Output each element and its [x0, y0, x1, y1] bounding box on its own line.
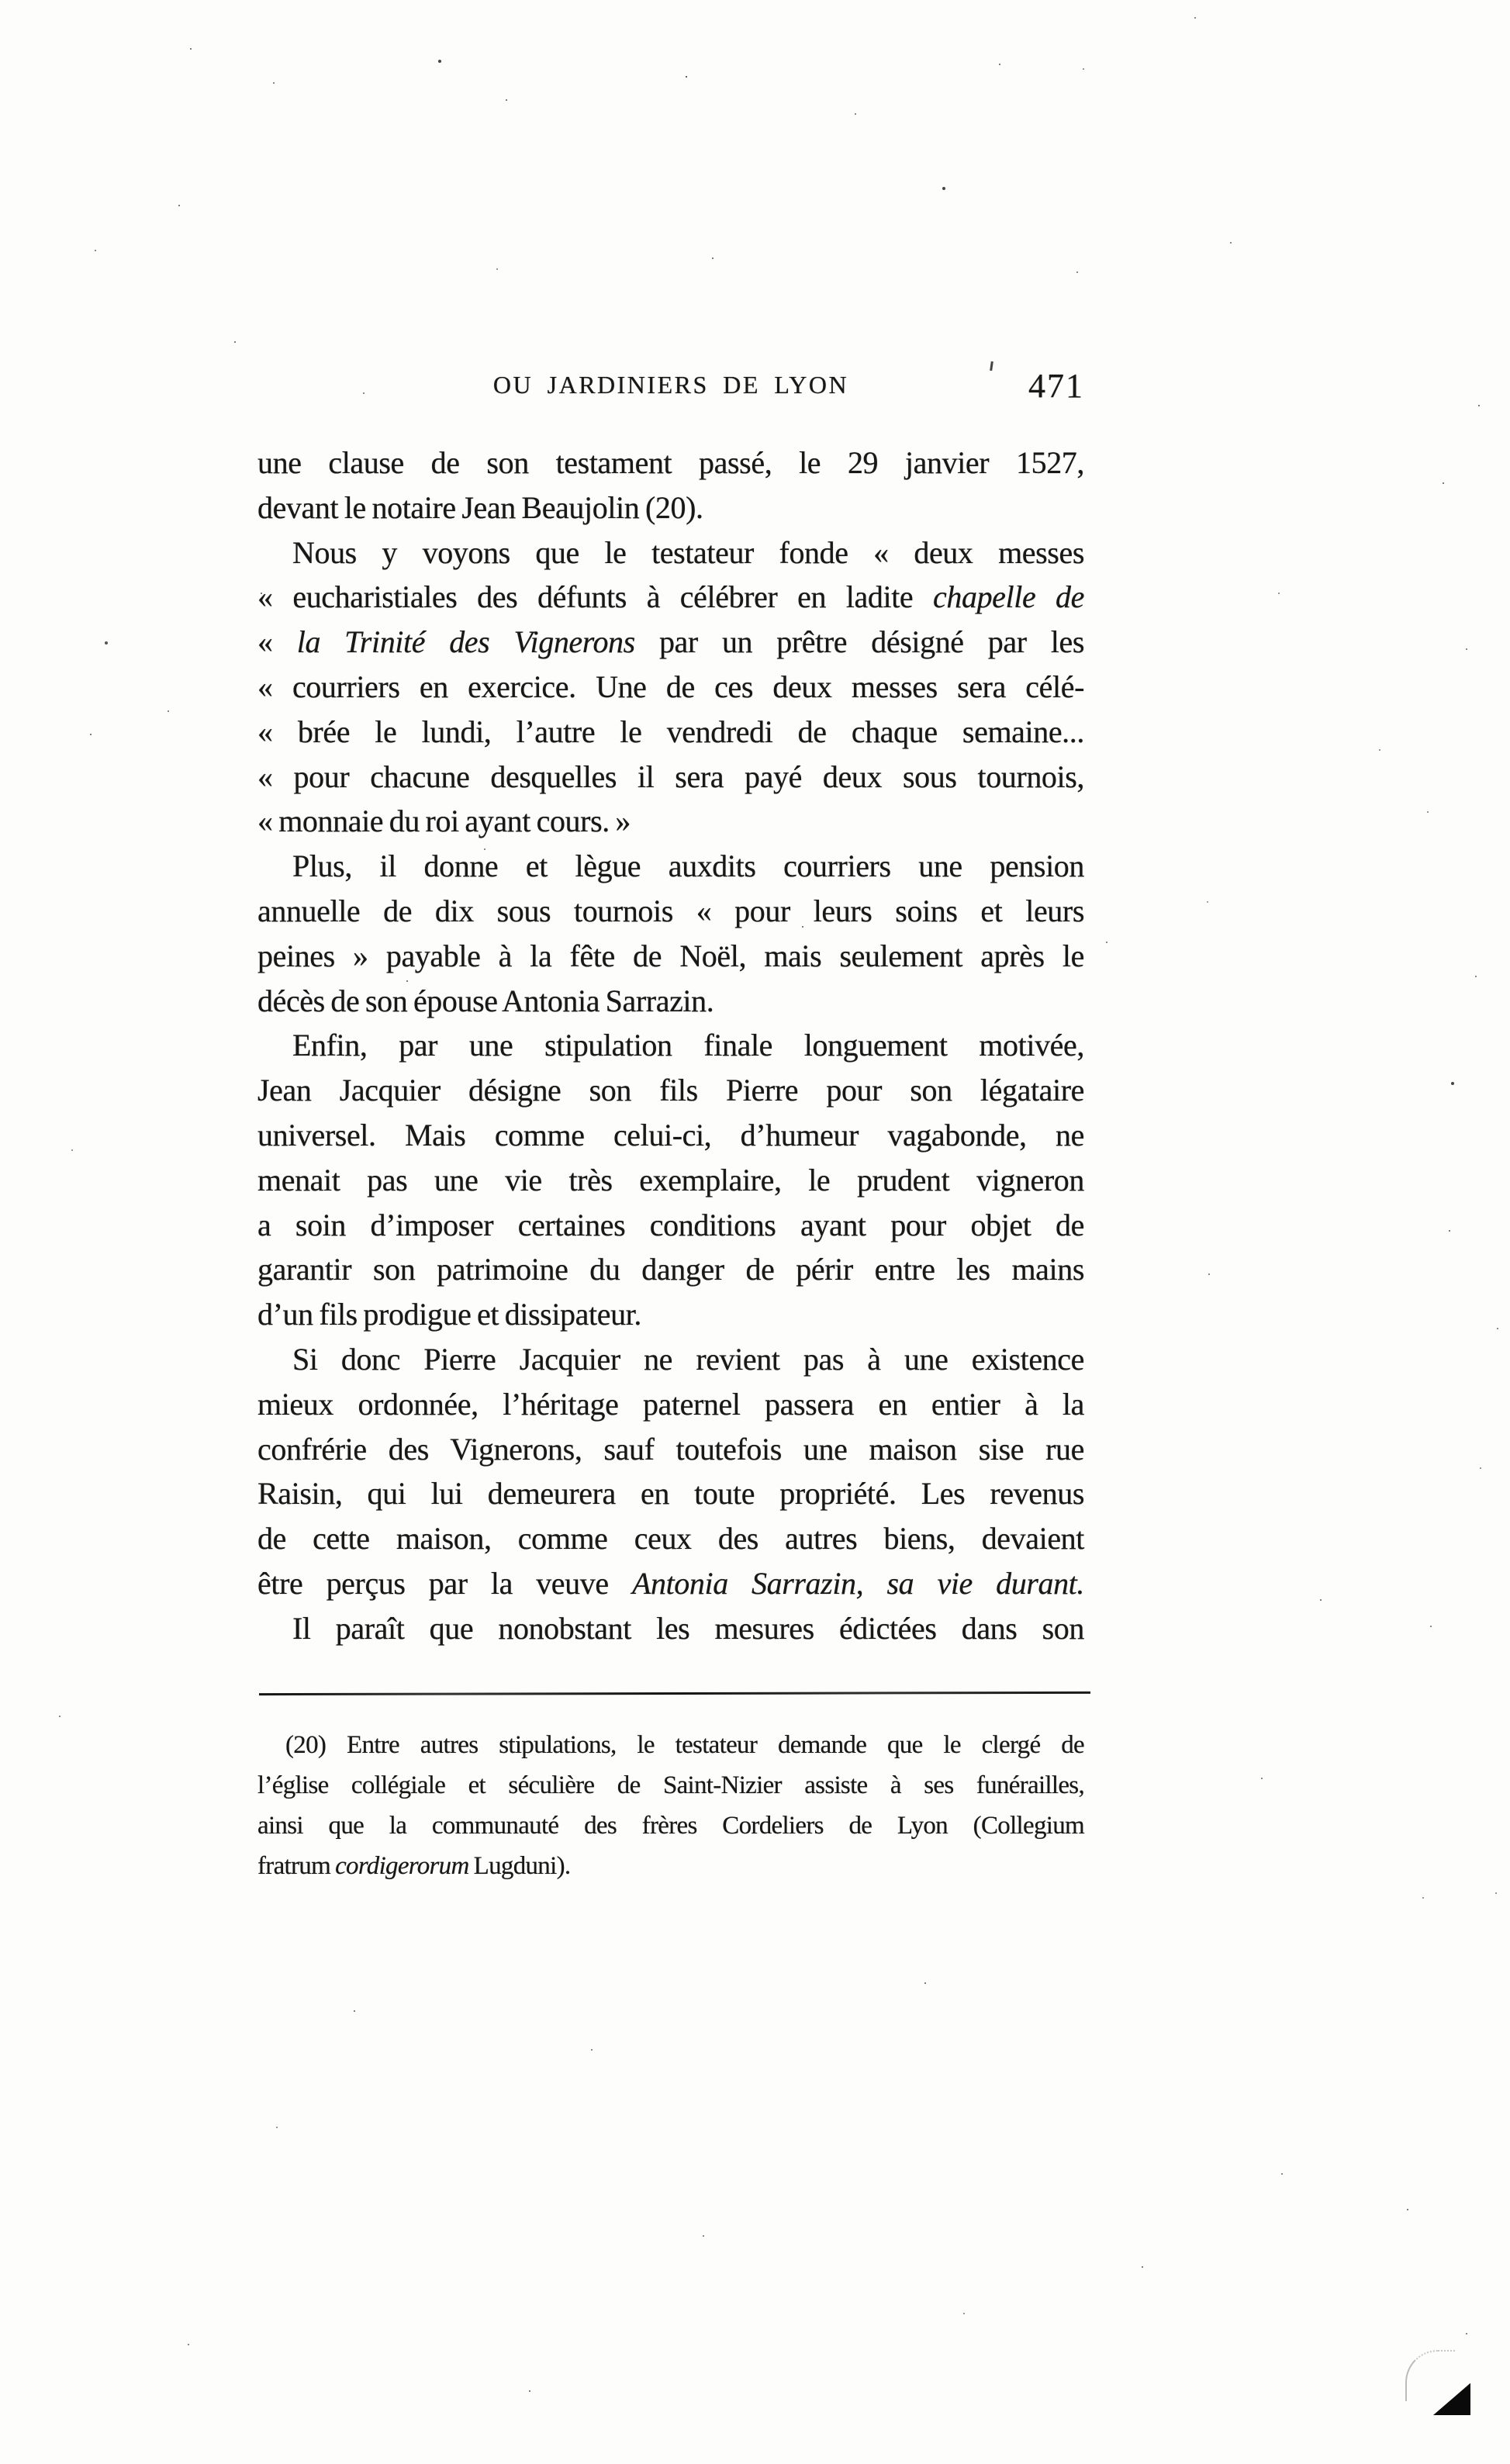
text-segment: par un prêtre désigné par les [634, 624, 1085, 660]
text-segment: Raisin, qui lui demeurera en toute propriété. Les revenus [257, 1476, 1084, 1512]
text-line [257, 1068, 1084, 1113]
italic-text-segment: la Trinité des Vignerons [296, 624, 635, 660]
page-corner-outline-artifact [1405, 2350, 1455, 2401]
text-segment: « monnaie du roi ayant cours. » [257, 803, 631, 839]
scan-smudge-mark [990, 361, 993, 371]
italic-text-segment: cordigerorum [335, 1852, 469, 1880]
text-line [257, 1247, 1084, 1292]
text-segment: a soin d’imposer certaines conditions ayant pour objet de [257, 1207, 1084, 1242]
scan-noise-specks [0, 0, 2, 2]
italic-text-segment: Antonia Sarrazin, sa vie durant. [631, 1565, 1084, 1601]
text-line [257, 1806, 1084, 1846]
text-line [257, 1606, 1084, 1651]
text-segment: être perçus par la veuve [257, 1565, 632, 1601]
text-segment: « eucharistiales des défunts à célébrer en ladite [257, 579, 934, 615]
text-line [257, 1203, 1084, 1248]
text-segment: Lugduni). [468, 1852, 571, 1880]
text-line [257, 934, 1084, 979]
italic-text-segment: chapelle de [933, 579, 1084, 615]
text-segment: de cette maison, comme ceux des autres biens, devaient [257, 1521, 1084, 1557]
text-segment: « courriers en exercice. Une de ces deux messes sera célé- [257, 669, 1084, 704]
running-head-title: OU JARDINIERS DE LYON [492, 371, 849, 399]
text-segment: « brée le lundi, l’autre le vendredi de chaque semaine... [257, 714, 1084, 749]
text-line [257, 1382, 1084, 1427]
text-line [257, 710, 1084, 755]
text-line [257, 486, 1084, 530]
body-text [257, 441, 1084, 1651]
text-line [257, 1292, 1084, 1337]
text-line [257, 1427, 1084, 1472]
text-line [257, 1725, 1084, 1765]
text-segment: (20) Entre autres stipulations, le testateur demande que le clergé de [285, 1731, 1084, 1759]
text-line [257, 1113, 1084, 1158]
page-number: 471 [1028, 367, 1084, 405]
text-line [257, 979, 1084, 1024]
text-segment: Si donc Pierre Jacquier ne revient pas à une existence [292, 1341, 1084, 1377]
text-line [257, 1023, 1084, 1068]
text-line [257, 889, 1084, 934]
text-segment: d’un fils prodigue et dissipateur. [257, 1297, 641, 1332]
text-segment: mieux ordonnée, l’héritage paternel passera en entier à la [257, 1386, 1084, 1422]
text-segment: annuelle de dix sous tournois « pour leurs soins et leurs [257, 893, 1084, 928]
text-line [257, 799, 1084, 844]
text-line [257, 530, 1084, 575]
text-segment: Enfin, par une stipulation finale longuement motivée, [292, 1028, 1084, 1063]
text-line [257, 665, 1084, 710]
text-line [257, 844, 1084, 889]
text-segment: « pour chacune desquelles il sera payé deux sous tournois, [257, 759, 1084, 794]
text-segment: une clause de son testament passé, le 29 janvier 1527, [257, 445, 1084, 480]
text-line [257, 1561, 1084, 1606]
text-line [257, 1471, 1084, 1516]
text-segment: Plus, il donne et lègue auxdits courriers une pension [292, 848, 1084, 884]
text-segment: universel. Mais comme celui-ci, d’humeur vagabonde, ne [257, 1117, 1084, 1153]
footnote-separator-rule [259, 1692, 1090, 1695]
text-segment: devant le notaire Jean Beaujolin (20). [257, 489, 703, 525]
text-line [257, 1337, 1084, 1382]
text-segment: Il paraît que nonobstant les mesures édictées dans son [292, 1610, 1084, 1646]
text-segment: garantir son patrimoine du danger de périr entre les mains [257, 1252, 1084, 1287]
page-header [257, 367, 1084, 414]
footnote [257, 1725, 1084, 1886]
text-segment: ainsi que la communauté des frères Cordeliers de Lyon (Collegium [257, 1812, 1084, 1840]
text-segment: Jean Jacquier désigne son fils Pierre pour son légataire [257, 1073, 1084, 1108]
text-segment: l’église collégiale et séculière de Saint-Nizier assiste à ses funérailles, [257, 1771, 1084, 1799]
text-segment: fratrum [257, 1852, 336, 1880]
text-segment: décès de son épouse Antonia Sarrazin. [257, 983, 714, 1018]
text-segment: « [257, 624, 297, 660]
text-segment: confrérie des Vignerons, sauf toutefois une maison sise rue [257, 1431, 1084, 1467]
text-line [257, 441, 1084, 486]
text-segment: menait pas une vie très exemplaire, le prudent vigneron [257, 1162, 1084, 1197]
text-line [257, 1846, 1084, 1886]
text-line [257, 1765, 1084, 1806]
text-segment: peines » payable à la fête de Noël, mais seulement après le [257, 938, 1084, 973]
text-line [257, 575, 1084, 620]
text-line [257, 755, 1084, 800]
text-line [257, 1516, 1084, 1561]
text-line [257, 620, 1084, 665]
text-segment: Nous y voyons que le testateur fonde « deux messes [292, 534, 1084, 570]
text-line [257, 1158, 1084, 1203]
